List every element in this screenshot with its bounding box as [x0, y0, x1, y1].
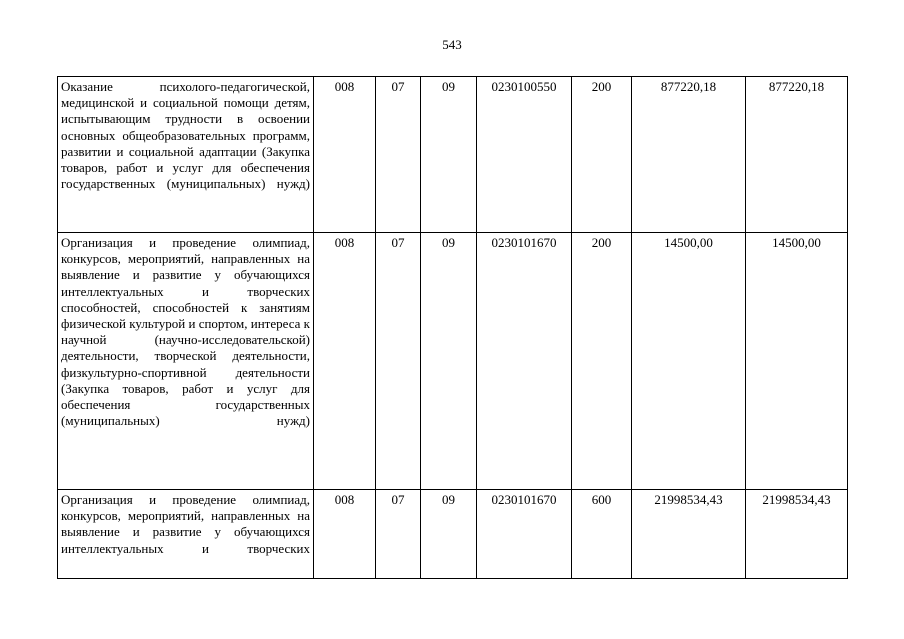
- amount-cell: 877220,18: [632, 77, 746, 233]
- section-code: 07: [376, 77, 421, 233]
- amount-cell: 21998534,43: [746, 490, 848, 579]
- subsection-code: 09: [421, 233, 477, 490]
- amount-cell: 14500,00: [632, 233, 746, 490]
- section-code: 07: [376, 490, 421, 579]
- amount-cell: 14500,00: [746, 233, 848, 490]
- ministry-code: 008: [314, 77, 376, 233]
- row-description: Организация и проведение олимпиад, конкурсов, мероприятий, направленных на выявление и развитие у обучающихся интеллектуальных и творческих способностей, способностей к занятиям физической культурой и спортом, интереса к научной (научно-исследовательской) деятельности, творческой деятельности, физкультурно-спортивной деятельности (Закупка товаров, работ и услуг для обеспечения государственных (муниципальных) нужд): [58, 233, 314, 490]
- subsection-code: 09: [421, 490, 477, 579]
- target-article-code: 0230101670: [477, 233, 572, 490]
- table-row: [58, 77, 848, 233]
- row-description: Организация и проведение олимпиад, конкурсов, мероприятий, направленных на выявление и развитие у обучающихся интеллектуальных и творческих: [58, 490, 314, 579]
- subsection-code: 09: [421, 77, 477, 233]
- amount-cell: 877220,18: [746, 77, 848, 233]
- expense-type-code: 600: [572, 490, 632, 579]
- row-description: Оказание психолого-педагогической, медицинской и социальной помощи детям, испытывающим трудности в освоении основных общеобразовательных программ, развитии и социальной адаптации (Закупка товаров, работ и услуг для обеспечения государственных (муниципальных) нужд): [58, 77, 314, 233]
- target-article-code: 0230100550: [477, 77, 572, 233]
- table-row: [58, 490, 848, 579]
- page-number: 543: [442, 37, 462, 52]
- budget-table: [57, 76, 848, 579]
- expense-type-code: 200: [572, 233, 632, 490]
- table-row: [58, 233, 848, 490]
- expense-type-code: 200: [572, 77, 632, 233]
- ministry-code: 008: [314, 233, 376, 490]
- ministry-code: 008: [314, 490, 376, 579]
- section-code: 07: [376, 233, 421, 490]
- amount-cell: 21998534,43: [632, 490, 746, 579]
- target-article-code: 0230101670: [477, 490, 572, 579]
